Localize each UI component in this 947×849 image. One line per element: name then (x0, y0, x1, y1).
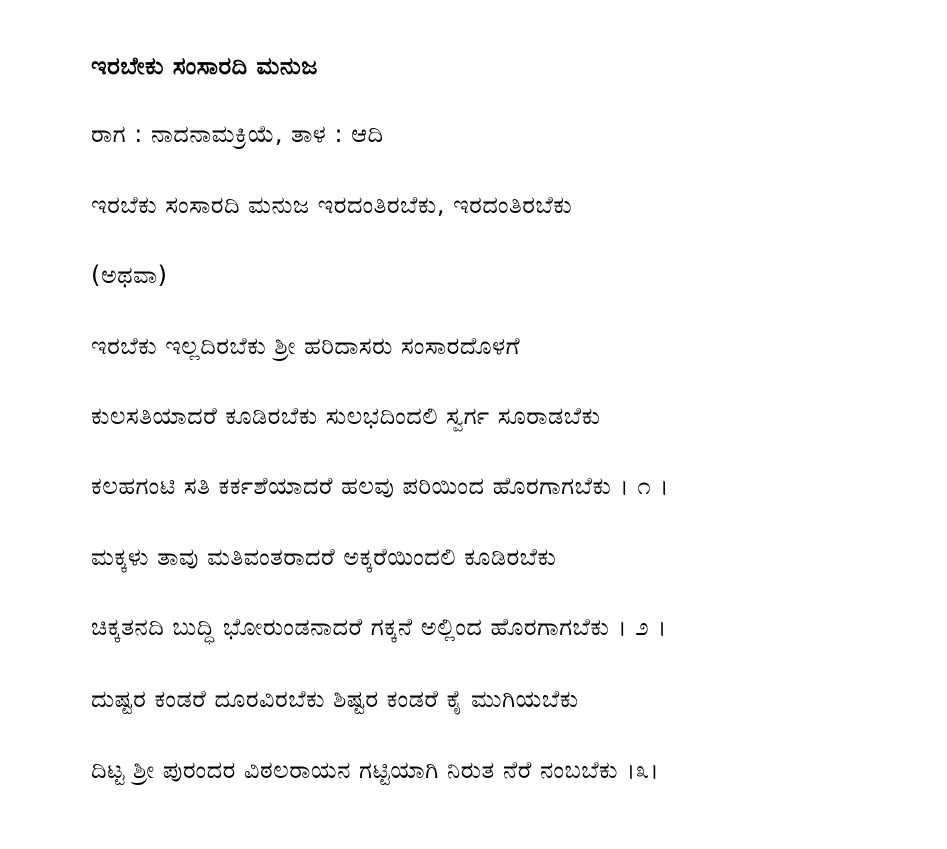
song-title: ಇರಬೇಕು ಸಂಸಾರದಿ ಮನುಜ (91, 52, 318, 80)
lyric-line-6: ಮಕ್ಕಳು ತಾವು ಮತಿವಂತರಾದರೆ ಅಕ್ಕರೆಯಿಂದಲಿ ಕೂಡಿರಬೆಕು (91, 543, 557, 571)
raga-tala-line: ರಾಗ : ನಾದನಾಮಕ್ರಿಯೆ, ತಾಳ : ಆದಿ (91, 120, 384, 148)
lyric-line-1: ಇರಬೆಕು ಸಂಸಾರದಿ ಮನುಜ ಇರದಂತಿರಬೆಕು, ಇರದಂತಿರಬೆಕು (91, 191, 573, 219)
lyric-line-9: ದಿಟ್ಟ ಶ್ರೀ ಪುರಂದರ ವಿಠಲರಾಯನ ಗಟ್ಟಿಯಾಗಿ ನಿರುತ ನೆರೆ ನಂಬಬೆಕು ।೩। (91, 756, 660, 784)
lyric-line-7: ಚಿಕ್ಕತನದಿ ಬುದ್ಧಿ ಭೋರುಂಡನಾದರೆ ಗಕ್ಕನೆ ಅಲ್ಲಿಂದ ಹೊರಗಾಗಬೆಕು । ೨ । (91, 613, 667, 641)
lyric-line-4: ಕುಲಸತಿಯಾದರೆ ಕೂಡಿರಬೆಕು ಸುಲಭದಿಂದಲಿ ಸ್ವರ್ಗ ಸೂರಾಡಬೆಕು (91, 402, 601, 430)
lyric-line-5: ಕಲಹಗಂಟಿ ಸತಿ ಕರ್ಕಶೆಯಾದರೆ ಹಲವು ಪರಿಯಿಂದ ಹೊರಗಾಗಬೆಕು । ೧ । (91, 472, 669, 500)
lyric-line-3: ಇರಬೆಕು ಇಲ್ಲದಿರಬೆಕು ಶ್ರೀ ಹರಿದಾಸರು ಸಂಸಾರದೊಳಗೆ (91, 332, 521, 360)
lyric-line-8: ದುಷ್ಟರ ಕಂಡರೆ ದೂರವಿರಬೆಕು ಶಿಷ್ಟರ ಕಂಡರೆ ಕೈ ಮುಗಿಯಬೆಕು (91, 685, 579, 713)
lyric-line-2: (ಅಥವಾ) (91, 261, 168, 289)
